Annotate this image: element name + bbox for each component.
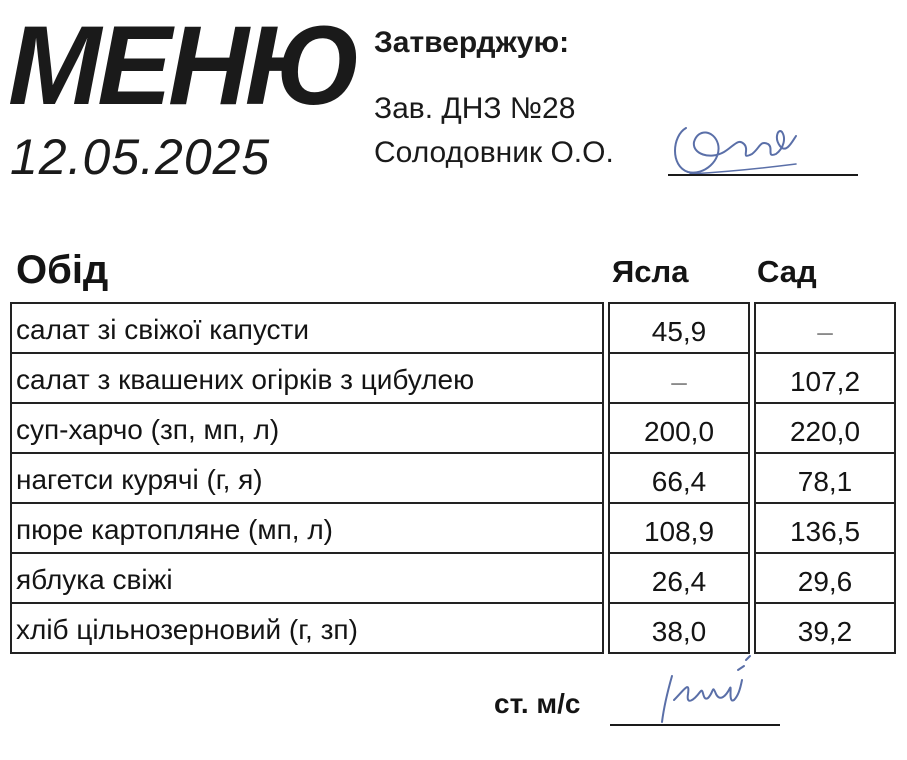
dish-name: суп-харчо (зп, мп, л)	[11, 403, 603, 453]
nurse-label: ст. м/с	[494, 688, 581, 719]
menu-date: 12.05.2025	[10, 129, 271, 185]
approval-name: Солодовник О.О.	[374, 136, 614, 169]
kindergarten-portion: 29,6	[755, 553, 895, 603]
nursery-portion: 200,0	[609, 403, 749, 453]
nurse-signature	[650, 650, 760, 730]
kindergarten-portion: 78,1	[755, 453, 895, 503]
kindergarten-portion: –	[755, 303, 895, 353]
menu-row	[11, 353, 895, 403]
menu-row	[11, 553, 895, 603]
nursery-portion: 38,0	[609, 603, 749, 653]
nursery-portion: 66,4	[609, 453, 749, 503]
menu-row	[11, 403, 895, 453]
approval-heading: Затверджую:	[374, 26, 570, 59]
nurse-signature-line	[610, 724, 780, 726]
approval-position: Зав. ДНЗ №28	[374, 92, 576, 125]
section-title: Обід	[16, 248, 109, 292]
nursery-portion: 26,4	[609, 553, 749, 603]
kindergarten-portion: 39,2	[755, 603, 895, 653]
dish-name: яблука свіжі	[11, 553, 603, 603]
menu-row	[11, 603, 895, 653]
nursery-portion: –	[609, 353, 749, 403]
kindergarten-portion: 107,2	[755, 353, 895, 403]
dish-name: салат з квашених огірків з цибулею	[11, 353, 603, 403]
column-header-kindergarten: Сад	[757, 254, 817, 289]
approval-signature-line	[668, 174, 858, 176]
kindergarten-portion: 220,0	[755, 403, 895, 453]
dish-name: нагетси курячі (г, я)	[11, 453, 603, 503]
column-header-nursery: Ясла	[612, 254, 689, 289]
nursery-portion: 108,9	[609, 503, 749, 553]
dish-name: салат зі свіжої капусти	[11, 303, 603, 353]
menu-title: МЕНЮ	[8, 3, 358, 128]
nursery-portion: 45,9	[609, 303, 749, 353]
dish-name: хліб цільнозерновий (г, зп)	[11, 603, 603, 653]
menu-row	[11, 303, 895, 353]
dish-name: пюре картопляне (мп, л)	[11, 503, 603, 553]
menu-row	[11, 503, 895, 553]
menu-table	[10, 302, 896, 654]
menu-row	[11, 453, 895, 503]
kindergarten-portion: 136,5	[755, 503, 895, 553]
